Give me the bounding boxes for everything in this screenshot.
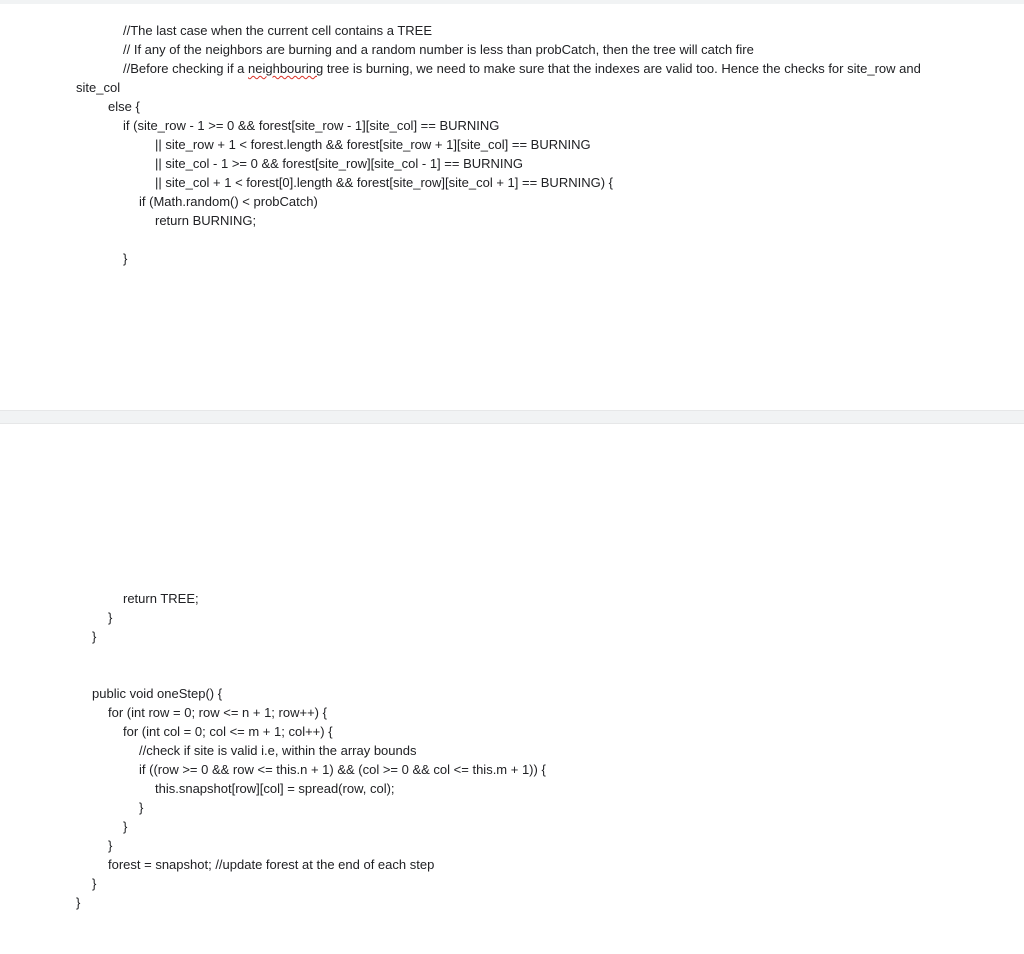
code-line: }: [123, 819, 128, 834]
code-line: if (Math.random() < probCatch): [139, 194, 318, 209]
code-line: }: [123, 251, 128, 266]
code-line: }: [76, 895, 81, 910]
code-comment-line: //The last case when the current cell contains a TREE: [123, 23, 433, 38]
code-line: || site_col + 1 < forest[0].length && forest[site_row][site_col + 1] == BURNING) {: [155, 175, 613, 190]
code-comment-line: // If any of the neighbors are burning and a random number is less than probCatch, then the tree will catch fire: [123, 42, 754, 57]
code-comment-line: [123, 59, 921, 78]
code-line: if (site_row - 1 >= 0 && forest[site_row - 1][site_col] == BURNING: [123, 118, 500, 133]
code-line: }: [139, 800, 144, 815]
code-line: this.snapshot[row][col] = spread(row, col);: [155, 781, 395, 796]
code-line: }: [92, 876, 97, 891]
code-comment-line: site_col: [76, 80, 121, 95]
code-line: }: [92, 629, 97, 644]
document-page-1: [0, 0, 1024, 410]
page-break-separator: [0, 410, 1024, 424]
document-page-2: [0, 424, 1024, 954]
code-line: else {: [108, 99, 140, 114]
code-line: return TREE;: [123, 591, 199, 606]
code-line: }: [108, 838, 113, 853]
code-line: for (int row = 0; row <= n + 1; row++) {: [108, 705, 327, 720]
code-line: if ((row >= 0 && row <= this.n + 1) && (col >= 0 && col <= this.m + 1)) {: [139, 762, 546, 777]
code-comment-line: //check if site is valid i.e, within the array bounds: [139, 743, 417, 758]
comment-text: //Before checking if a: [123, 61, 249, 76]
code-line: || site_row + 1 < forest.length && forest[site_row + 1][site_col] == BURNING: [155, 137, 591, 152]
comment-text: tree is burning, we need to make sure that the indexes are valid too. Hence the checks for site_row and: [323, 61, 921, 76]
code-comment-line: forest = snapshot; //update forest at the end of each step: [108, 857, 435, 872]
spellcheck-misspelled-word[interactable]: neighbouring: [248, 61, 324, 76]
code-line: }: [108, 610, 113, 625]
code-line: for (int col = 0; col <= m + 1; col++) {: [123, 724, 333, 739]
code-line: || site_col - 1 >= 0 && forest[site_row][site_col - 1] == BURNING: [155, 156, 524, 171]
code-line: return BURNING;: [155, 213, 257, 228]
code-line: public void oneStep() {: [92, 686, 223, 701]
